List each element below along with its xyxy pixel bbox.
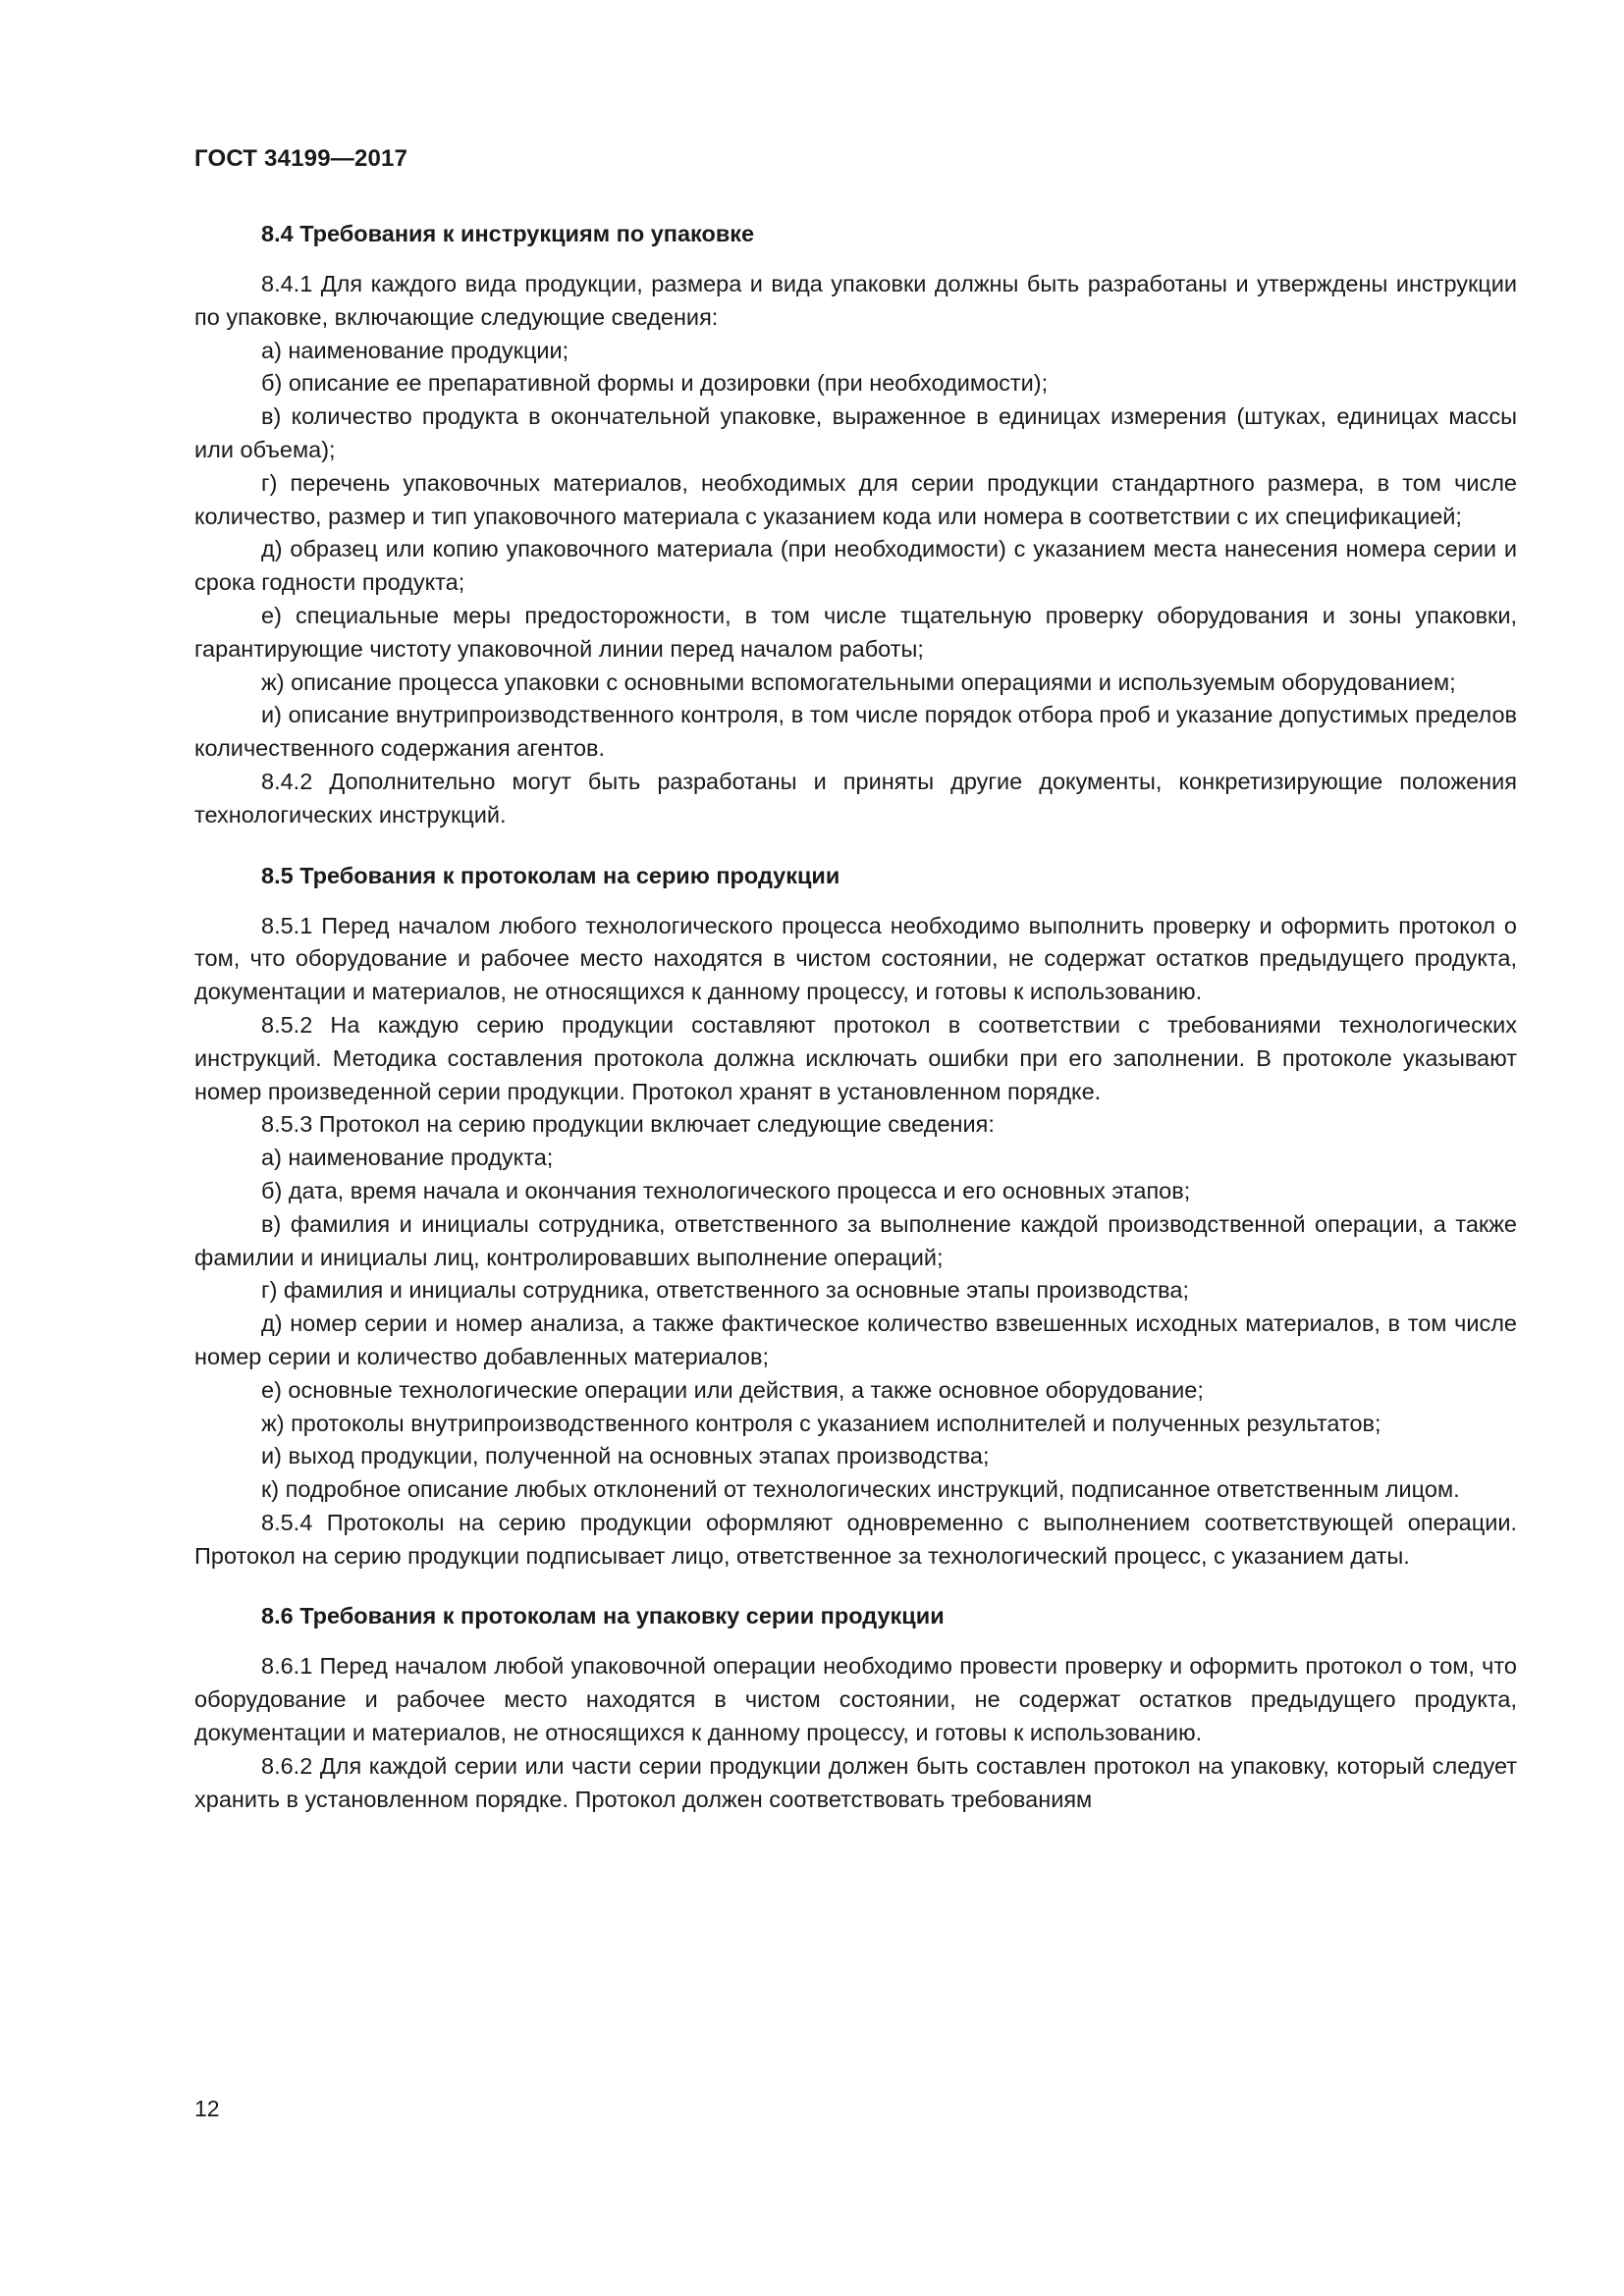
paragraph: 8.5.4 Протоколы на серию продукции оформляют одновременно с выполнением соответствующей операции. Протокол на серию продукции подписывает лицо, ответственное за технологический процесс, с указанием даты. <box>194 1509 1517 1569</box>
list-item: ж) протоколы внутрипроизводственного контроля с указанием исполнителей и полученных результатов; <box>261 1410 1381 1436</box>
list-item: б) дата, время начала и окончания технологического процесса и его основных этапов; <box>261 1177 1191 1203</box>
list-item: д) образец или копию упаковочного материала (при необходимости) с указанием места нанесения номера серии и срока годности продукта; <box>194 536 1517 596</box>
document-body <box>194 218 1517 1816</box>
paragraph: 8.4.1 Для каждого вида продукции, размера и вида упаковки должны быть разработаны и утверждены инструкции по упаковке, включающие следующие сведения: <box>194 271 1517 330</box>
page-number: 12 <box>194 2096 220 2121</box>
document-page <box>194 0 1517 2296</box>
paragraph: 8.5.2 На каждую серию продукции составляют протокол в соответствии с требованиями технологических инструкций. Методика составления протокола должна исключать ошибки при его заполнении. В протоколе указывают номер произведенной серии продукции. Протокол хранят в установленном порядке. <box>194 1011 1517 1104</box>
section-heading: 8.6 Требования к протоколам на упаковку серии продукции <box>261 1603 945 1629</box>
list-item: г) перечень упаковочных материалов, необходимых для серии продукции стандартного размера, в том числе количество, размер и тип упаковочного материала с указанием кода или номера в соответствии с их спецификацией; <box>194 469 1517 529</box>
list-item: д) номер серии и номер анализа, а также фактическое количество взвешенных исходных материалов, в том числе номер серии и количество добавленных материалов; <box>194 1310 1517 1369</box>
list-item: г) фамилия и инициалы сотрудника, ответственного за основные этапы производства; <box>261 1277 1190 1304</box>
paragraph: 8.6.1 Перед началом любой упаковочной операции необходимо провести проверку и оформить протокол о том, что оборудование и рабочее место находятся в чистом состоянии, не содержат остатков предыдущего продукта, документации и материалов, не относящихся к данному процессу, и готовы к использованию. <box>194 1653 1517 1746</box>
section-heading: 8.4 Требования к инструкциям по упаковке <box>261 221 755 246</box>
paragraph: 8.4.2 Дополнительно могут быть разработаны и приняты другие документы, конкретизирующие положения технологических инструкций. <box>194 768 1517 828</box>
list-item: е) основные технологические операции или действия, а также основное оборудование; <box>261 1376 1204 1403</box>
list-item: е) специальные меры предосторожности, в том числе тщательную проверку оборудования и зоны упаковки, гарантирующие чистоту упаковочной линии перед началом работы; <box>194 602 1517 662</box>
section-8-6 <box>194 1600 1517 1816</box>
list-item: а) наименование продукта; <box>261 1145 554 1171</box>
section-heading: 8.5 Требования к протоколам на серию продукции <box>261 862 840 888</box>
paragraph: 8.6.2 Для каждой серии или части серии продукции должен быть составлен протокол на упаковку, который следует хранить в установленном порядке. Протокол должен соответствовать требованиям <box>194 1752 1517 1812</box>
list-item: а) наименование продукции; <box>261 337 569 363</box>
paragraph: 8.5.1 Перед началом любого технологического процесса необходимо выполнить проверку и оформить протокол о том, что оборудование и рабочее место находятся в чистом состоянии, не содержат остатков предыдущего продукта, документации и материалов, не относящихся к данному процессу, и готовы к использованию. <box>194 912 1517 1005</box>
list-item: ж) описание процесса упаковки с основными вспомогательными операциями и используемым оборудованием; <box>261 668 1456 695</box>
section-8-4 <box>194 218 1517 832</box>
standard-header: ГОСТ 34199—2017 <box>194 145 408 172</box>
list-item: к) подробное описание любых отклонений от технологических инструкций, подписанное ответственным лицом. <box>261 1476 1460 1503</box>
list-item: и) выход продукции, полученной на основных этапах производства; <box>261 1443 990 1469</box>
list-item: в) количество продукта в окончательной упаковке, выраженное в единицах измерения (штуках, единицах массы или объема); <box>194 403 1517 462</box>
list-item: и) описание внутрипроизводственного контроля, в том числе порядок отбора проб и указание допустимых пределов количественного содержания агентов. <box>194 702 1517 762</box>
list-item: в) фамилия и инициалы сотрудника, ответственного за выполнение каждой производственной операции, а также фамилии и инициалы лиц, контролировавших выполнение операций; <box>194 1210 1517 1270</box>
section-8-5 <box>194 860 1517 1574</box>
paragraph: 8.5.3 Протокол на серию продукции включает следующие сведения: <box>261 1111 995 1138</box>
list-item: б) описание ее препаративной формы и дозировки (при необходимости); <box>261 370 1049 397</box>
